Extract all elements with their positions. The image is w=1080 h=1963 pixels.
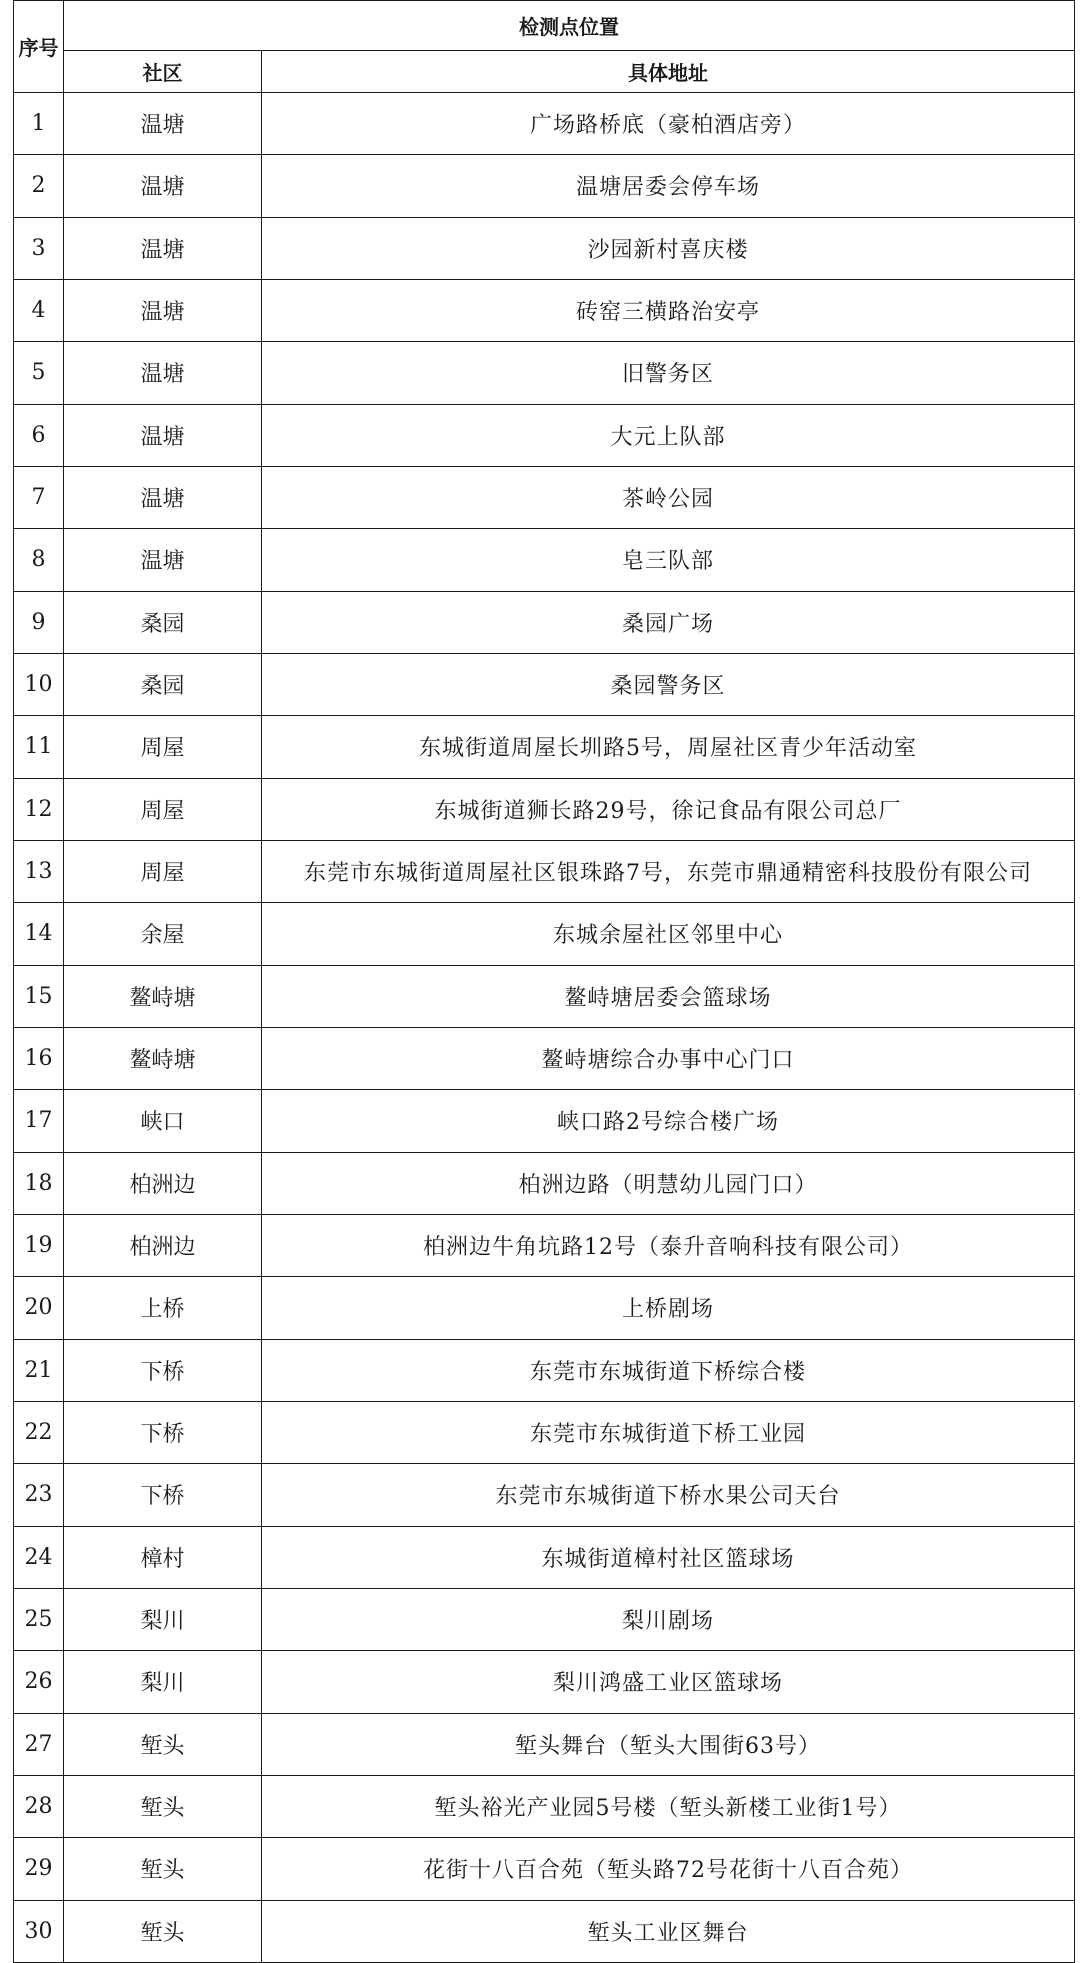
- row-address-cell: 沙园新村喜庆楼: [262, 217, 1075, 279]
- row-index-cell: 13: [14, 840, 64, 902]
- row-address-cell: 东城街道狮长路29号，徐记食品有限公司总厂: [262, 778, 1075, 840]
- table-row: [14, 217, 1075, 279]
- row-community-cell: 下桥: [64, 1464, 262, 1526]
- row-community-cell: 余屋: [64, 903, 262, 965]
- row-address-cell: 皂三队部: [262, 529, 1075, 591]
- row-address-cell: 广场路桥底（豪柏酒店旁）: [262, 93, 1075, 155]
- row-community-cell: 温塘: [64, 93, 262, 155]
- row-address-cell: 峡口路2号综合楼广场: [262, 1090, 1075, 1152]
- table-row: [14, 279, 1075, 341]
- row-community-cell: 峡口: [64, 1090, 262, 1152]
- table-row: [14, 1713, 1075, 1775]
- table-row: [14, 1900, 1075, 1962]
- row-index-cell: 5: [14, 342, 64, 404]
- row-community-cell: 桑园: [64, 591, 262, 653]
- table-row: [14, 1339, 1075, 1401]
- row-index-cell: 22: [14, 1401, 64, 1463]
- row-index-cell: 12: [14, 778, 64, 840]
- row-index-cell: 16: [14, 1027, 64, 1089]
- row-community-cell: 温塘: [64, 466, 262, 528]
- table-row: [14, 1775, 1075, 1837]
- table-row: [14, 1838, 1075, 1900]
- table-row: [14, 529, 1075, 591]
- row-community-cell: 温塘: [64, 279, 262, 341]
- row-index-cell: 27: [14, 1713, 64, 1775]
- row-address-cell: 东莞市东城街道周屋社区银珠路7号，东莞市鼎通精密科技股份有限公司: [262, 840, 1075, 902]
- row-address-cell: 东莞市东城街道下桥水果公司天台: [262, 1464, 1075, 1526]
- row-address-cell: 鳌峙塘综合办事中心门口: [262, 1027, 1075, 1089]
- row-community-cell: 梨川: [64, 1651, 262, 1713]
- row-address-cell: 大元上队部: [262, 404, 1075, 466]
- row-community-cell: 梨川: [64, 1588, 262, 1650]
- row-address-cell: 柏洲边路（明慧幼儿园门口）: [262, 1152, 1075, 1214]
- row-community-cell: 鳌峙塘: [64, 965, 262, 1027]
- row-index-cell: 6: [14, 404, 64, 466]
- table-row: [14, 1588, 1075, 1650]
- row-address-cell: 梨川剧场: [262, 1588, 1075, 1650]
- row-index-cell: 17: [14, 1090, 64, 1152]
- row-index-cell: 10: [14, 653, 64, 715]
- row-address-cell: 堑头舞台（堑头大围街63号）: [262, 1713, 1075, 1775]
- row-index-cell: 8: [14, 529, 64, 591]
- row-community-cell: 温塘: [64, 155, 262, 217]
- row-index-cell: 9: [14, 591, 64, 653]
- row-community-cell: 堑头: [64, 1775, 262, 1837]
- row-address-cell: 堑头工业区舞台: [262, 1900, 1075, 1962]
- table-row: [14, 1090, 1075, 1152]
- row-address-cell: 堑头裕光产业园5号楼（堑头新楼工业街1号）: [262, 1775, 1075, 1837]
- header-site-location: 检测点位置: [64, 1, 1075, 51]
- row-address-cell: 梨川鸿盛工业区篮球场: [262, 1651, 1075, 1713]
- row-community-cell: 下桥: [64, 1339, 262, 1401]
- header-community: 社区: [64, 51, 262, 93]
- testing-sites-table: [13, 0, 1075, 1963]
- row-community-cell: 上桥: [64, 1277, 262, 1339]
- row-community-cell: 桑园: [64, 653, 262, 715]
- row-address-cell: 茶岭公园: [262, 466, 1075, 528]
- header-row-sub: [14, 51, 1075, 93]
- row-address-cell: 东城余屋社区邻里中心: [262, 903, 1075, 965]
- table-row: [14, 840, 1075, 902]
- row-community-cell: 樟村: [64, 1526, 262, 1588]
- table-row: [14, 1214, 1075, 1276]
- row-community-cell: 堑头: [64, 1838, 262, 1900]
- row-index-cell: 29: [14, 1838, 64, 1900]
- table-row: [14, 1277, 1075, 1339]
- row-index-cell: 4: [14, 279, 64, 341]
- row-community-cell: 柏洲边: [64, 1152, 262, 1214]
- row-community-cell: 温塘: [64, 217, 262, 279]
- row-address-cell: 花街十八百合苑（堑头路72号花街十八百合苑）: [262, 1838, 1075, 1900]
- row-address-cell: 温塘居委会停车场: [262, 155, 1075, 217]
- row-index-cell: 19: [14, 1214, 64, 1276]
- table-row: [14, 1651, 1075, 1713]
- row-index-cell: 25: [14, 1588, 64, 1650]
- table-row: [14, 404, 1075, 466]
- row-index-cell: 20: [14, 1277, 64, 1339]
- row-index-cell: 14: [14, 903, 64, 965]
- header-index: 序号: [14, 1, 64, 93]
- table-row: [14, 1526, 1075, 1588]
- row-community-cell: 周屋: [64, 778, 262, 840]
- row-community-cell: 堑头: [64, 1713, 262, 1775]
- table-row: [14, 93, 1075, 155]
- row-community-cell: 温塘: [64, 529, 262, 591]
- row-address-cell: 东城街道周屋长圳路5号，周屋社区青少年活动室: [262, 716, 1075, 778]
- row-index-cell: 28: [14, 1775, 64, 1837]
- table-row: [14, 903, 1075, 965]
- table-row: [14, 1027, 1075, 1089]
- row-index-cell: 21: [14, 1339, 64, 1401]
- row-community-cell: 周屋: [64, 716, 262, 778]
- row-address-cell: 鳌峙塘居委会篮球场: [262, 965, 1075, 1027]
- row-index-cell: 26: [14, 1651, 64, 1713]
- row-index-cell: 30: [14, 1900, 64, 1962]
- row-index-cell: 23: [14, 1464, 64, 1526]
- row-community-cell: 温塘: [64, 342, 262, 404]
- row-community-cell: 周屋: [64, 840, 262, 902]
- row-address-cell: 柏洲边牛角坑路12号（泰升音响科技有限公司）: [262, 1214, 1075, 1276]
- row-index-cell: 24: [14, 1526, 64, 1588]
- table-row: [14, 778, 1075, 840]
- table-row: [14, 1152, 1075, 1214]
- row-address-cell: 上桥剧场: [262, 1277, 1075, 1339]
- table-row: [14, 653, 1075, 715]
- table-row: [14, 466, 1075, 528]
- row-index-cell: 7: [14, 466, 64, 528]
- row-index-cell: 2: [14, 155, 64, 217]
- row-community-cell: 下桥: [64, 1401, 262, 1463]
- row-address-cell: 东城街道樟村社区篮球场: [262, 1526, 1075, 1588]
- row-community-cell: 鳌峙塘: [64, 1027, 262, 1089]
- row-address-cell: 桑园警务区: [262, 653, 1075, 715]
- table-row: [14, 342, 1075, 404]
- row-community-cell: 柏洲边: [64, 1214, 262, 1276]
- table-row: [14, 1464, 1075, 1526]
- row-community-cell: 温塘: [64, 404, 262, 466]
- row-address-cell: 砖窑三横路治安亭: [262, 279, 1075, 341]
- table-row: [14, 591, 1075, 653]
- header-row-top: [14, 1, 1075, 51]
- row-address-cell: 东莞市东城街道下桥工业园: [262, 1401, 1075, 1463]
- row-address-cell: 桑园广场: [262, 591, 1075, 653]
- row-address-cell: 旧警务区: [262, 342, 1075, 404]
- row-address-cell: 东莞市东城街道下桥综合楼: [262, 1339, 1075, 1401]
- table-row: [14, 155, 1075, 217]
- row-index-cell: 15: [14, 965, 64, 1027]
- row-index-cell: 1: [14, 93, 64, 155]
- table-body: [14, 93, 1075, 1963]
- row-index-cell: 3: [14, 217, 64, 279]
- row-index-cell: 11: [14, 716, 64, 778]
- table-row: [14, 1401, 1075, 1463]
- table-row: [14, 965, 1075, 1027]
- header-address: 具体地址: [262, 51, 1075, 93]
- row-index-cell: 18: [14, 1152, 64, 1214]
- row-community-cell: 堑头: [64, 1900, 262, 1962]
- table-row: [14, 716, 1075, 778]
